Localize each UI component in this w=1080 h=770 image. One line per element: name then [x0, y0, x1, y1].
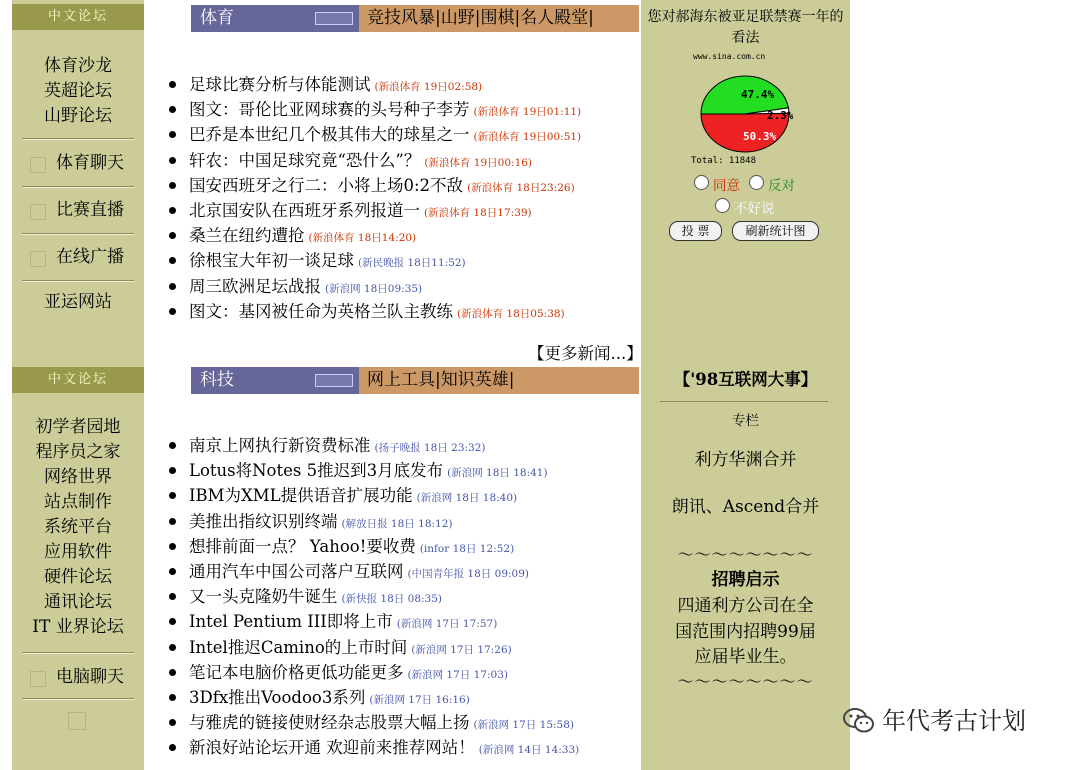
- events-title[interactable]: 【'98互联网大事】: [673, 370, 818, 389]
- bullet-icon: [169, 492, 176, 499]
- bullet-icon: [169, 106, 176, 113]
- bullet-icon: [169, 131, 176, 138]
- news-item[interactable]: [165, 584, 579, 609]
- square-bullet-icon: [68, 712, 86, 730]
- news-item[interactable]: [165, 223, 581, 248]
- bullet-icon: [169, 308, 176, 315]
- news-title-link[interactable]: 巴乔是本世纪几个极其伟大的球星之一: [189, 125, 470, 145]
- tech-category-label: 科技: [191, 367, 359, 394]
- news-item[interactable]: [165, 660, 579, 685]
- news-source: (新浪体育 18日17:39): [424, 206, 532, 219]
- bullet-icon: [169, 518, 176, 525]
- news-source: (新民晚报 18日11:52): [358, 257, 466, 270]
- sidebar2-header: 中文论坛: [12, 367, 144, 393]
- poll-total: Total: 11848: [691, 156, 757, 166]
- oppose-pct-label: 50.3%: [743, 130, 777, 143]
- news-title-link[interactable]: 与雅虎的链接使财经杂志股票大幅上扬: [189, 713, 470, 733]
- tilde-divider: ～～～～～～～～: [677, 672, 814, 691]
- event-link-2[interactable]: 朗讯、Ascend合并: [671, 497, 820, 517]
- news-source: (新浪网 18日09:35): [325, 282, 423, 295]
- agree-pct-label: 47.4%: [741, 88, 775, 101]
- vote-button[interactable]: 投 票: [669, 221, 722, 241]
- news-title-link[interactable]: Lotus将Notes 5推迟到3月底发布: [189, 461, 444, 481]
- bullet-icon: [169, 618, 176, 625]
- news-item[interactable]: [165, 635, 579, 660]
- bullet-icon: [169, 644, 176, 651]
- news-title-link[interactable]: 想排前面一点？ Yahoo!要收费: [189, 536, 416, 556]
- news-title-link[interactable]: 美推出指纹识别终端: [189, 511, 338, 531]
- recruit-title[interactable]: 招聘启示: [711, 570, 780, 590]
- news-source: (新浪体育 19日00:16): [424, 156, 533, 169]
- news-item[interactable]: [165, 458, 579, 483]
- news-item[interactable]: [165, 274, 581, 299]
- news-title-link[interactable]: 桑兰在纽约遭抢: [189, 226, 305, 246]
- bullet-icon: [169, 744, 176, 751]
- square-bullet-icon: [30, 671, 46, 687]
- news-source: (新浪网 17日 17:26): [411, 643, 512, 656]
- bullet-icon: [169, 182, 176, 189]
- bullet-icon: [169, 157, 176, 164]
- bullet-icon: [169, 232, 176, 239]
- news-source: (新浪体育 19日00:51): [473, 131, 582, 144]
- radio-neutral[interactable]: [715, 198, 730, 213]
- news-item[interactable]: [165, 685, 579, 710]
- column-label: 专栏: [732, 413, 759, 429]
- forum-link-premier-league[interactable]: 英超论坛: [44, 81, 112, 101]
- tech-section-header: [191, 367, 639, 394]
- bullet-icon: [169, 442, 176, 449]
- tilde-divider: ～～～～～～～～: [677, 545, 814, 564]
- news-item[interactable]: [165, 710, 579, 735]
- square-bullet-icon: [30, 251, 46, 267]
- bullet-icon: [169, 207, 176, 214]
- news-source: (新浪网 17日 15:58): [473, 719, 574, 732]
- sports-forum-group: [12, 54, 144, 129]
- radio-oppose[interactable]: [749, 175, 764, 190]
- news-source: (新浪体育 19日02:58): [374, 81, 483, 93]
- news-source: (扬子晚报 18日 23:32): [374, 442, 486, 454]
- forum-link-network[interactable]: 网络世界: [44, 467, 112, 487]
- forum-link-it-industry[interactable]: IT 业界论坛: [32, 617, 124, 637]
- forum-link-beginners[interactable]: 初学者园地: [35, 417, 121, 437]
- news-item[interactable]: [165, 122, 581, 147]
- news-title-link[interactable]: 国安西班牙之行二：小将上场0:2不敌: [189, 175, 464, 195]
- news-title-link[interactable]: IBM为XML提供语音扩展功能: [189, 486, 413, 506]
- news-item[interactable]: [165, 609, 579, 634]
- radio-oppose-label: 反对: [768, 178, 795, 194]
- tech-sublinks[interactable]: 网上工具|知识英雄|: [359, 367, 639, 394]
- header-box-icon: [315, 374, 353, 387]
- radio-agree-label: 同意: [713, 178, 740, 194]
- news-title-link[interactable]: 通用汽车中国公司落户互联网: [189, 561, 404, 581]
- sports-sublinks[interactable]: 竞技风暴|山野|围棋|名人殿堂|: [359, 5, 639, 32]
- forum-link-hardware[interactable]: 硬件论坛: [44, 567, 112, 587]
- radio-neutral-label: 不好说: [734, 201, 775, 217]
- news-item[interactable]: [165, 559, 579, 584]
- computer-forum-group: [12, 415, 144, 640]
- news-item[interactable]: [165, 509, 579, 534]
- news-source: (新浪网 17日 16:16): [369, 693, 470, 706]
- divider: [22, 280, 134, 282]
- news-source: (新浪网 17日 17:57): [396, 618, 498, 631]
- news-item[interactable]: [165, 198, 581, 223]
- news-item[interactable]: [165, 248, 581, 273]
- news-title-link[interactable]: 徐根宝大年初一谈足球: [189, 251, 354, 271]
- news-source: (新浪体育 18日14:20): [308, 232, 417, 245]
- news-item[interactable]: [165, 173, 581, 198]
- bullet-icon: [169, 81, 176, 88]
- forum-link-software[interactable]: 应用软件: [44, 542, 112, 562]
- news-item[interactable]: [165, 483, 579, 508]
- forum-link-telecom[interactable]: 通讯论坛: [44, 592, 112, 612]
- bullet-icon: [169, 257, 176, 264]
- news-source: (新浪网 14日 14:33): [478, 744, 580, 757]
- poll-site-label: www.sina.com.cn: [693, 52, 766, 61]
- forum-link-outdoor[interactable]: 山野论坛: [44, 106, 112, 126]
- news-title-link[interactable]: 图文：哥伦比亚网球赛的头号种子李芳: [189, 100, 470, 120]
- square-bullet-icon: [30, 157, 46, 173]
- sports-category-label: 体育: [191, 5, 359, 32]
- wechat-logo-icon: [842, 706, 876, 736]
- neutral-pct-label: 2.3%: [767, 109, 793, 122]
- divider: [22, 698, 134, 700]
- news-source: (新浪网 18日 18:40): [416, 492, 518, 505]
- sports-news-list: [165, 72, 581, 324]
- news-item[interactable]: [165, 735, 579, 760]
- radio-agree[interactable]: [694, 175, 709, 190]
- sports-section-header: [191, 5, 639, 32]
- forum-link-programmers[interactable]: 程序员之家: [35, 442, 121, 462]
- header-box-icon: [315, 12, 353, 25]
- forum-link-system-platform[interactable]: 系统平台: [44, 517, 112, 537]
- news-title-link[interactable]: 笔记本电脑价格更低功能更多: [189, 662, 404, 682]
- bullet-icon: [169, 568, 176, 575]
- tech-news-list: [165, 433, 579, 760]
- news-source: (解放日报 18日 18:12): [341, 517, 453, 530]
- news-source: (新浪体育 19日01:11): [473, 106, 582, 119]
- news-item[interactable]: [165, 148, 581, 173]
- divider: [660, 401, 828, 402]
- news-item[interactable]: [165, 299, 581, 324]
- news-title-link[interactable]: 轩农：中国足球究竟“恐什么”？: [189, 150, 421, 170]
- poll-question: 您对郝海东被亚足联禁赛一年的看法: [647, 9, 844, 46]
- news-title-link[interactable]: 又一头克隆奶牛诞生: [189, 587, 338, 607]
- news-source: (infor 18日 12:52): [419, 542, 515, 555]
- news-item[interactable]: [165, 534, 579, 559]
- news-item[interactable]: [165, 72, 581, 97]
- bullet-icon: [169, 694, 176, 701]
- news-title-link[interactable]: 周三欧洲足坛战报: [189, 276, 321, 296]
- news-title-link[interactable]: 北京国安队在西班牙系列报道一: [189, 200, 420, 220]
- divider: [22, 652, 134, 654]
- news-title-link[interactable]: 足球比赛分析与体能测试: [189, 75, 371, 94]
- forum-link-sports-salon[interactable]: 体育沙龙: [44, 56, 112, 76]
- watermark-text: 年代考古计划: [882, 707, 1026, 735]
- sidebar1-header: 中文论坛: [12, 4, 144, 30]
- news-title-link[interactable]: Intel Pentium III即将上市: [189, 612, 393, 632]
- bullet-icon: [169, 593, 176, 600]
- bullet-icon: [169, 283, 176, 290]
- event-link-1[interactable]: 利方华渊合并: [694, 450, 797, 470]
- news-title-link[interactable]: Intel推迟Camino的上市时间: [189, 637, 408, 657]
- news-source: (新快报 18日 08:35): [341, 593, 442, 606]
- news-title-link[interactable]: 新浪好站论坛开通 欢迎前来推荐网站！: [189, 738, 475, 758]
- poll-pie-chart: [697, 64, 793, 156]
- recruit-body[interactable]: 四通利方公司在全 国范围内招聘99届 应届毕业生。: [675, 596, 816, 667]
- forum-link-site-building[interactable]: 站点制作: [44, 492, 112, 512]
- divider: [22, 233, 134, 235]
- divider: [22, 186, 134, 188]
- bullet-icon: [169, 669, 176, 676]
- news-source: (新浪网 17日 17:03): [407, 668, 508, 681]
- news-source: (新浪体育 18日05:38): [457, 307, 565, 320]
- bullet-icon: [169, 467, 176, 474]
- more-news-link[interactable]: 【更多新闻...】: [528, 344, 643, 363]
- refresh-chart-button[interactable]: 刷新统计图: [732, 221, 819, 241]
- news-title-link[interactable]: 南京上网执行新资费标准: [189, 436, 371, 455]
- news-source: (新浪体育 18日23:26): [467, 181, 575, 194]
- news-item[interactable]: [165, 97, 581, 122]
- news-title-link[interactable]: 3Dfx推出Voodoo3系列: [189, 687, 366, 707]
- square-bullet-icon: [30, 204, 46, 220]
- news-item[interactable]: [165, 433, 579, 458]
- divider: [22, 138, 134, 140]
- bullet-icon: [169, 543, 176, 550]
- news-source: (中国青年报 18日 09:09): [407, 567, 529, 580]
- news-title-link[interactable]: 图文：基冈被任命为英格兰队主教练: [189, 301, 453, 321]
- bullet-icon: [169, 719, 176, 726]
- news-source: (新浪网 18日 18:41): [447, 467, 548, 480]
